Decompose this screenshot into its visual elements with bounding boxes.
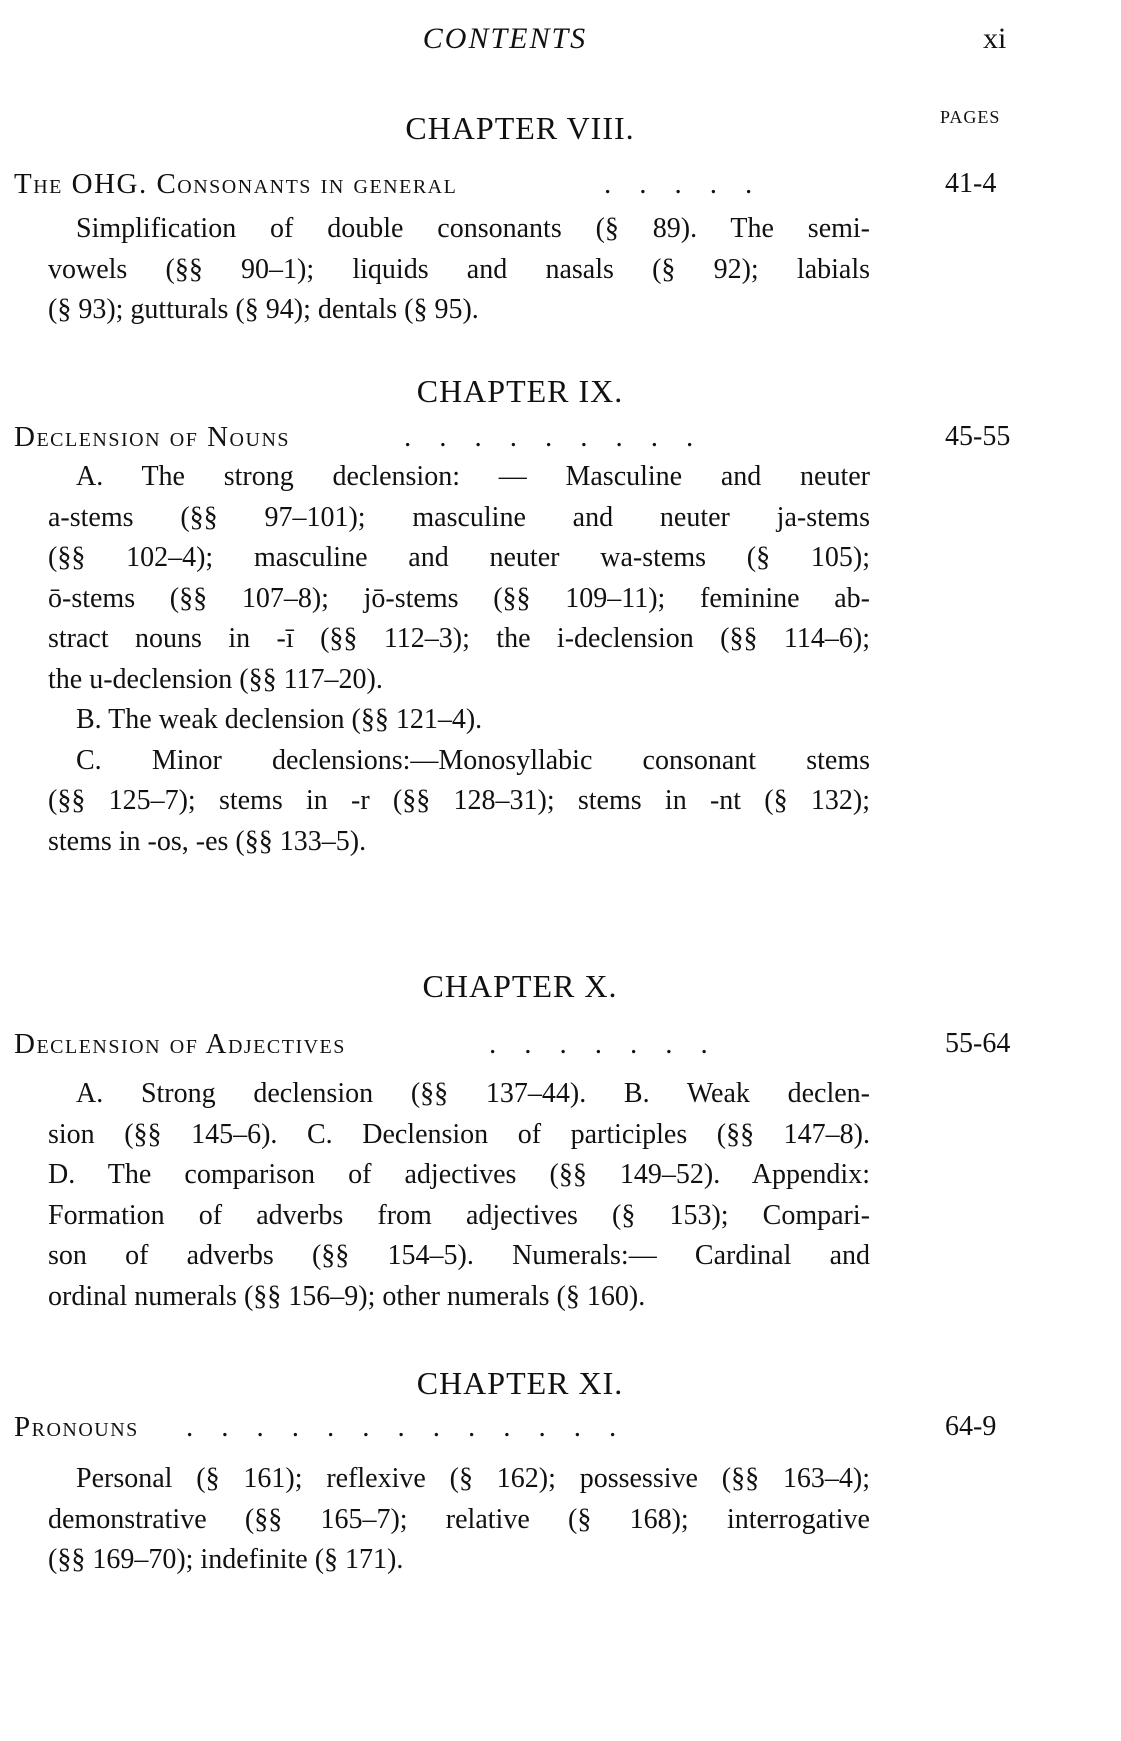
- dot-leader: .............: [186, 1411, 645, 1443]
- summary-line: (§§ 169–70); indefinite (§ 171).: [48, 1544, 404, 1575]
- pages-column-label: PAGES: [940, 107, 1001, 127]
- toc-entry: [14, 168, 1014, 208]
- summary-line: Simplification of double consonants (§ 89). The semi-: [76, 213, 870, 244]
- entry-title: The OHG. Consonants in general: [14, 168, 458, 200]
- entry-pages: 55-64: [945, 1028, 1011, 1059]
- summary-line: stems in -os, -es (§§ 133–5).: [48, 825, 367, 857]
- toc-entry: [14, 421, 1014, 461]
- summary-line: vowels (§§ 90–1); liquids and nasals (§ 92); labials: [48, 253, 870, 285]
- summary-line: A. The strong declension: — Masculine and neuter: [76, 461, 870, 492]
- chapter-heading: CHAPTER IX.: [416, 373, 624, 409]
- summary-line: A. Strong declension (§§ 137–44). B. Weak declen-: [76, 1078, 870, 1109]
- chapter-heading: CHAPTER X.: [422, 968, 618, 1004]
- dot-leader: .........: [404, 421, 722, 453]
- summary-line: son of adverbs (§§ 154–5). Numerals:— Cardinal and: [48, 1240, 870, 1271]
- summary-line: demonstrative (§§ 165–7); relative (§ 168); interrogative: [48, 1503, 870, 1535]
- dot-leader: .....: [604, 168, 781, 200]
- summary-line: D. The comparison of adjectives (§§ 149–52). Appendix:: [48, 1159, 870, 1190]
- entry-title: Pronouns: [14, 1411, 139, 1443]
- entry-title: Declension of Adjectives: [14, 1028, 346, 1060]
- entry-pages: 41-4: [945, 168, 997, 199]
- summary-line: a-stems (§§ 97–101); masculine and neuter ja-stems: [48, 501, 870, 533]
- chapter-summary: [48, 209, 870, 331]
- summary-line: ō-stems (§§ 107–8); jō-stems (§§ 109–11); feminine ab-: [48, 582, 870, 614]
- entry-title: Declension of Nouns: [14, 421, 291, 453]
- summary-line: (§§ 102–4); masculine and neuter wa-stems (§ 105);: [48, 542, 870, 573]
- dot-leader: .......: [489, 1028, 736, 1060]
- running-head: [0, 22, 1121, 62]
- summary-line: (§§ 125–7); stems in -r (§§ 128–31); stems in -nt (§ 132);: [48, 785, 870, 816]
- chapter-summary: [48, 1459, 870, 1581]
- page-number: xi: [983, 22, 1007, 55]
- summary-line: C. Minor declensions:—Monosyllabic consonant stems: [76, 744, 870, 776]
- summary-line: B. The weak declension (§§ 121–4).: [76, 704, 483, 735]
- summary-line: ordinal numerals (§§ 156–9); other numerals (§ 160).: [48, 1280, 646, 1312]
- running-title: CONTENTS: [422, 22, 588, 55]
- summary-line: (§ 93); gutturals (§ 94); dentals (§ 95).: [48, 294, 479, 325]
- entry-pages: 64-9: [945, 1411, 997, 1442]
- chapter-summary: [48, 1074, 870, 1317]
- chapter-heading: CHAPTER XI.: [416, 1365, 624, 1401]
- summary-line: Personal (§ 161); reflexive (§ 162); possessive (§§ 163–4);: [76, 1463, 870, 1494]
- summary-line: the u-declension (§§ 117–20).: [48, 663, 383, 695]
- summary-line: sion (§§ 145–6). C. Declension of participles (§§ 147–8).: [48, 1118, 870, 1150]
- entry-pages: 45-55: [945, 421, 1011, 452]
- toc-entry: [14, 1411, 1014, 1451]
- summary-line: stract nouns in -ī (§§ 112–3); the i-declension (§§ 114–6);: [48, 623, 870, 654]
- chapter-heading: CHAPTER VIII.: [405, 110, 635, 146]
- summary-line: Formation of adverbs from adjectives (§ 153); Compari-: [48, 1199, 870, 1231]
- chapter-summary: [48, 457, 870, 862]
- toc-entry: [14, 1028, 1014, 1068]
